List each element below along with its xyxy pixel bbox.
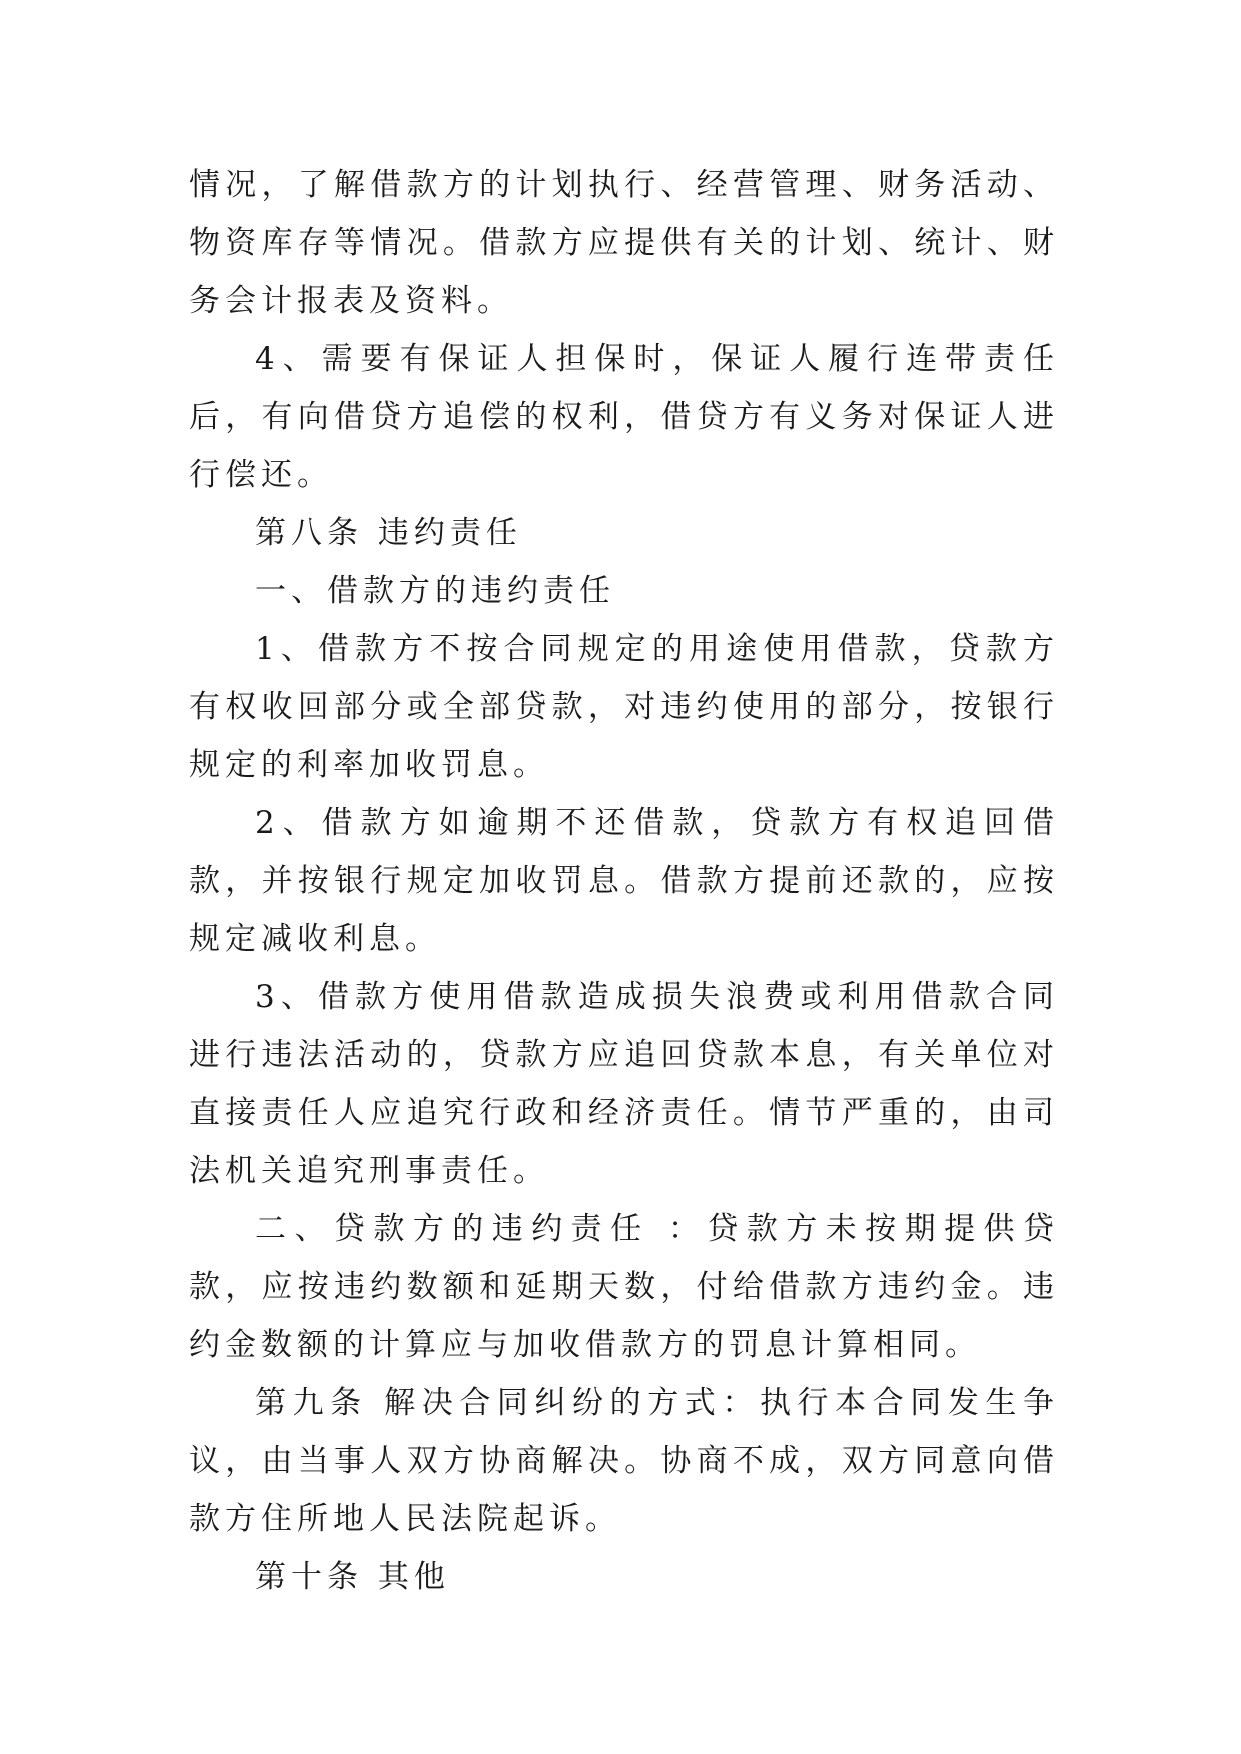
paragraph-item-3: 3、借款方使用借款造成损失浪费或利用借款合同进行违法活动的，贷款方应追回贷款本息，有关单位对直接责任人应追究行政和经济责任。情节严重的，由司法机关追究刑事责任。 [189, 979, 1059, 1189]
document-body [189, 156, 1059, 1606]
article-10-heading: 第十条 其他 [255, 1559, 450, 1595]
paragraph-item-4: 4、需要有保证人担保时，保证人履行连带责任后，有向借贷方追偿的权利，借贷方有义务对保证人进行偿还。 [189, 341, 1059, 493]
article-8-heading: 第八条 违约责任 [255, 515, 522, 551]
paragraph-lender-liability: 二、贷款方的违约责任 ：贷款方未按期提供贷款，应按违约数额和延期天数，付给借款方违约金。违约金数额的计算应与加收借款方的罚息计算相同。 [189, 1211, 1059, 1363]
section-borrower-liability-heading: 一、借款方的违约责任 [255, 573, 615, 609]
paragraph-continuation: 情况，了解借款方的计划执行、经营管理、财务活动、物资库存等情况。借款方应提供有关的计划、统计、财务会计报表及资料。 [189, 167, 1059, 319]
paragraph-item-2: 2、借款方如逾期不还借款，贷款方有权追回借款，并按银行规定加收罚息。借款方提前还款的，应按规定减收利息。 [189, 805, 1059, 957]
paragraph-item-1: 1、借款方不按合同规定的用途使用借款，贷款方有权收回部分或全部贷款，对违约使用的部分，按银行规定的利率加收罚息。 [189, 631, 1059, 783]
paragraph-article-9: 第九条 解决合同纠纷的方式：执行本合同发生争议，由当事人双方协商解决。协商不成，双方同意向借款方住所地人民法院起诉。 [189, 1385, 1059, 1537]
